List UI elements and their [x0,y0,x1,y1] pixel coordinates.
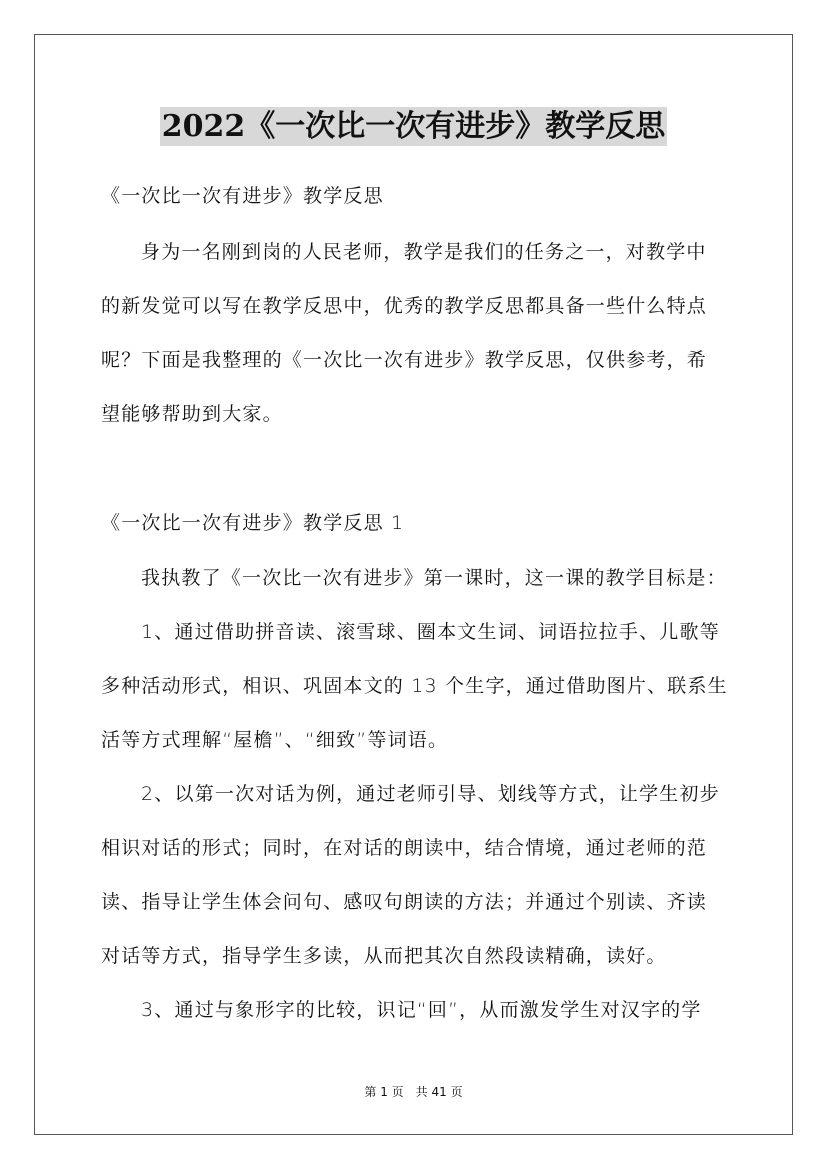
subtitle: 《一次比一次有进步》教学反思 [101,185,384,207]
body-line: 读、指导让学生体会问句、感叹句朗读的方法；并通过个别读、齐读 [101,891,708,913]
body-line: 对话等方式，指导学生多读，从而把其次自然段读精确，读好。 [101,945,667,967]
document-title-wrap [0,101,827,145]
body-line: 相识对话的形式；同时，在对话的朗读中，结合情境，通过老师的范 [101,837,708,859]
intro-line: 呢？下面是我整理的《一次比一次有进步》教学反思，仅供参考，希 [101,349,708,371]
intro-line: 的新发觉可以写在教学反思中，优秀的教学反思都具备一些什么特点 [101,295,708,317]
section-heading: 《一次比一次有进步》教学反思 1 [101,512,405,534]
body-line: 3、通过与象形字的比较，识记“回”，从而激发学生对汉字的学 [141,999,702,1021]
intro-line: 身为一名刚到岗的人民老师，教学是我们的任务之一，对教学中 [141,241,707,263]
body-line: 多种活动形式，相识、巩固本文的 13 个生字，通过借助图片、联系生 [101,675,728,697]
body-line: 活等方式理解“屋檐”、“细致”等词语。 [101,729,449,751]
document-title: 2022《一次比一次有进步》教学反思 [161,109,666,144]
body-line: 1、通过借助拼音读、滚雪球、圈本文生词、词语拉拉手、儿歌等 [141,621,720,643]
page-number: 第 1 页 共 41 页 [364,1085,463,1099]
body-line: 2、以第一次对话为例，通过老师引导、划线等方式，让学生初步 [141,783,720,805]
intro-line: 望能够帮助到大家。 [101,403,283,425]
body-line: 我执教了《一次比一次有进步》第一课时，这一课的教学目标是： [141,567,727,589]
